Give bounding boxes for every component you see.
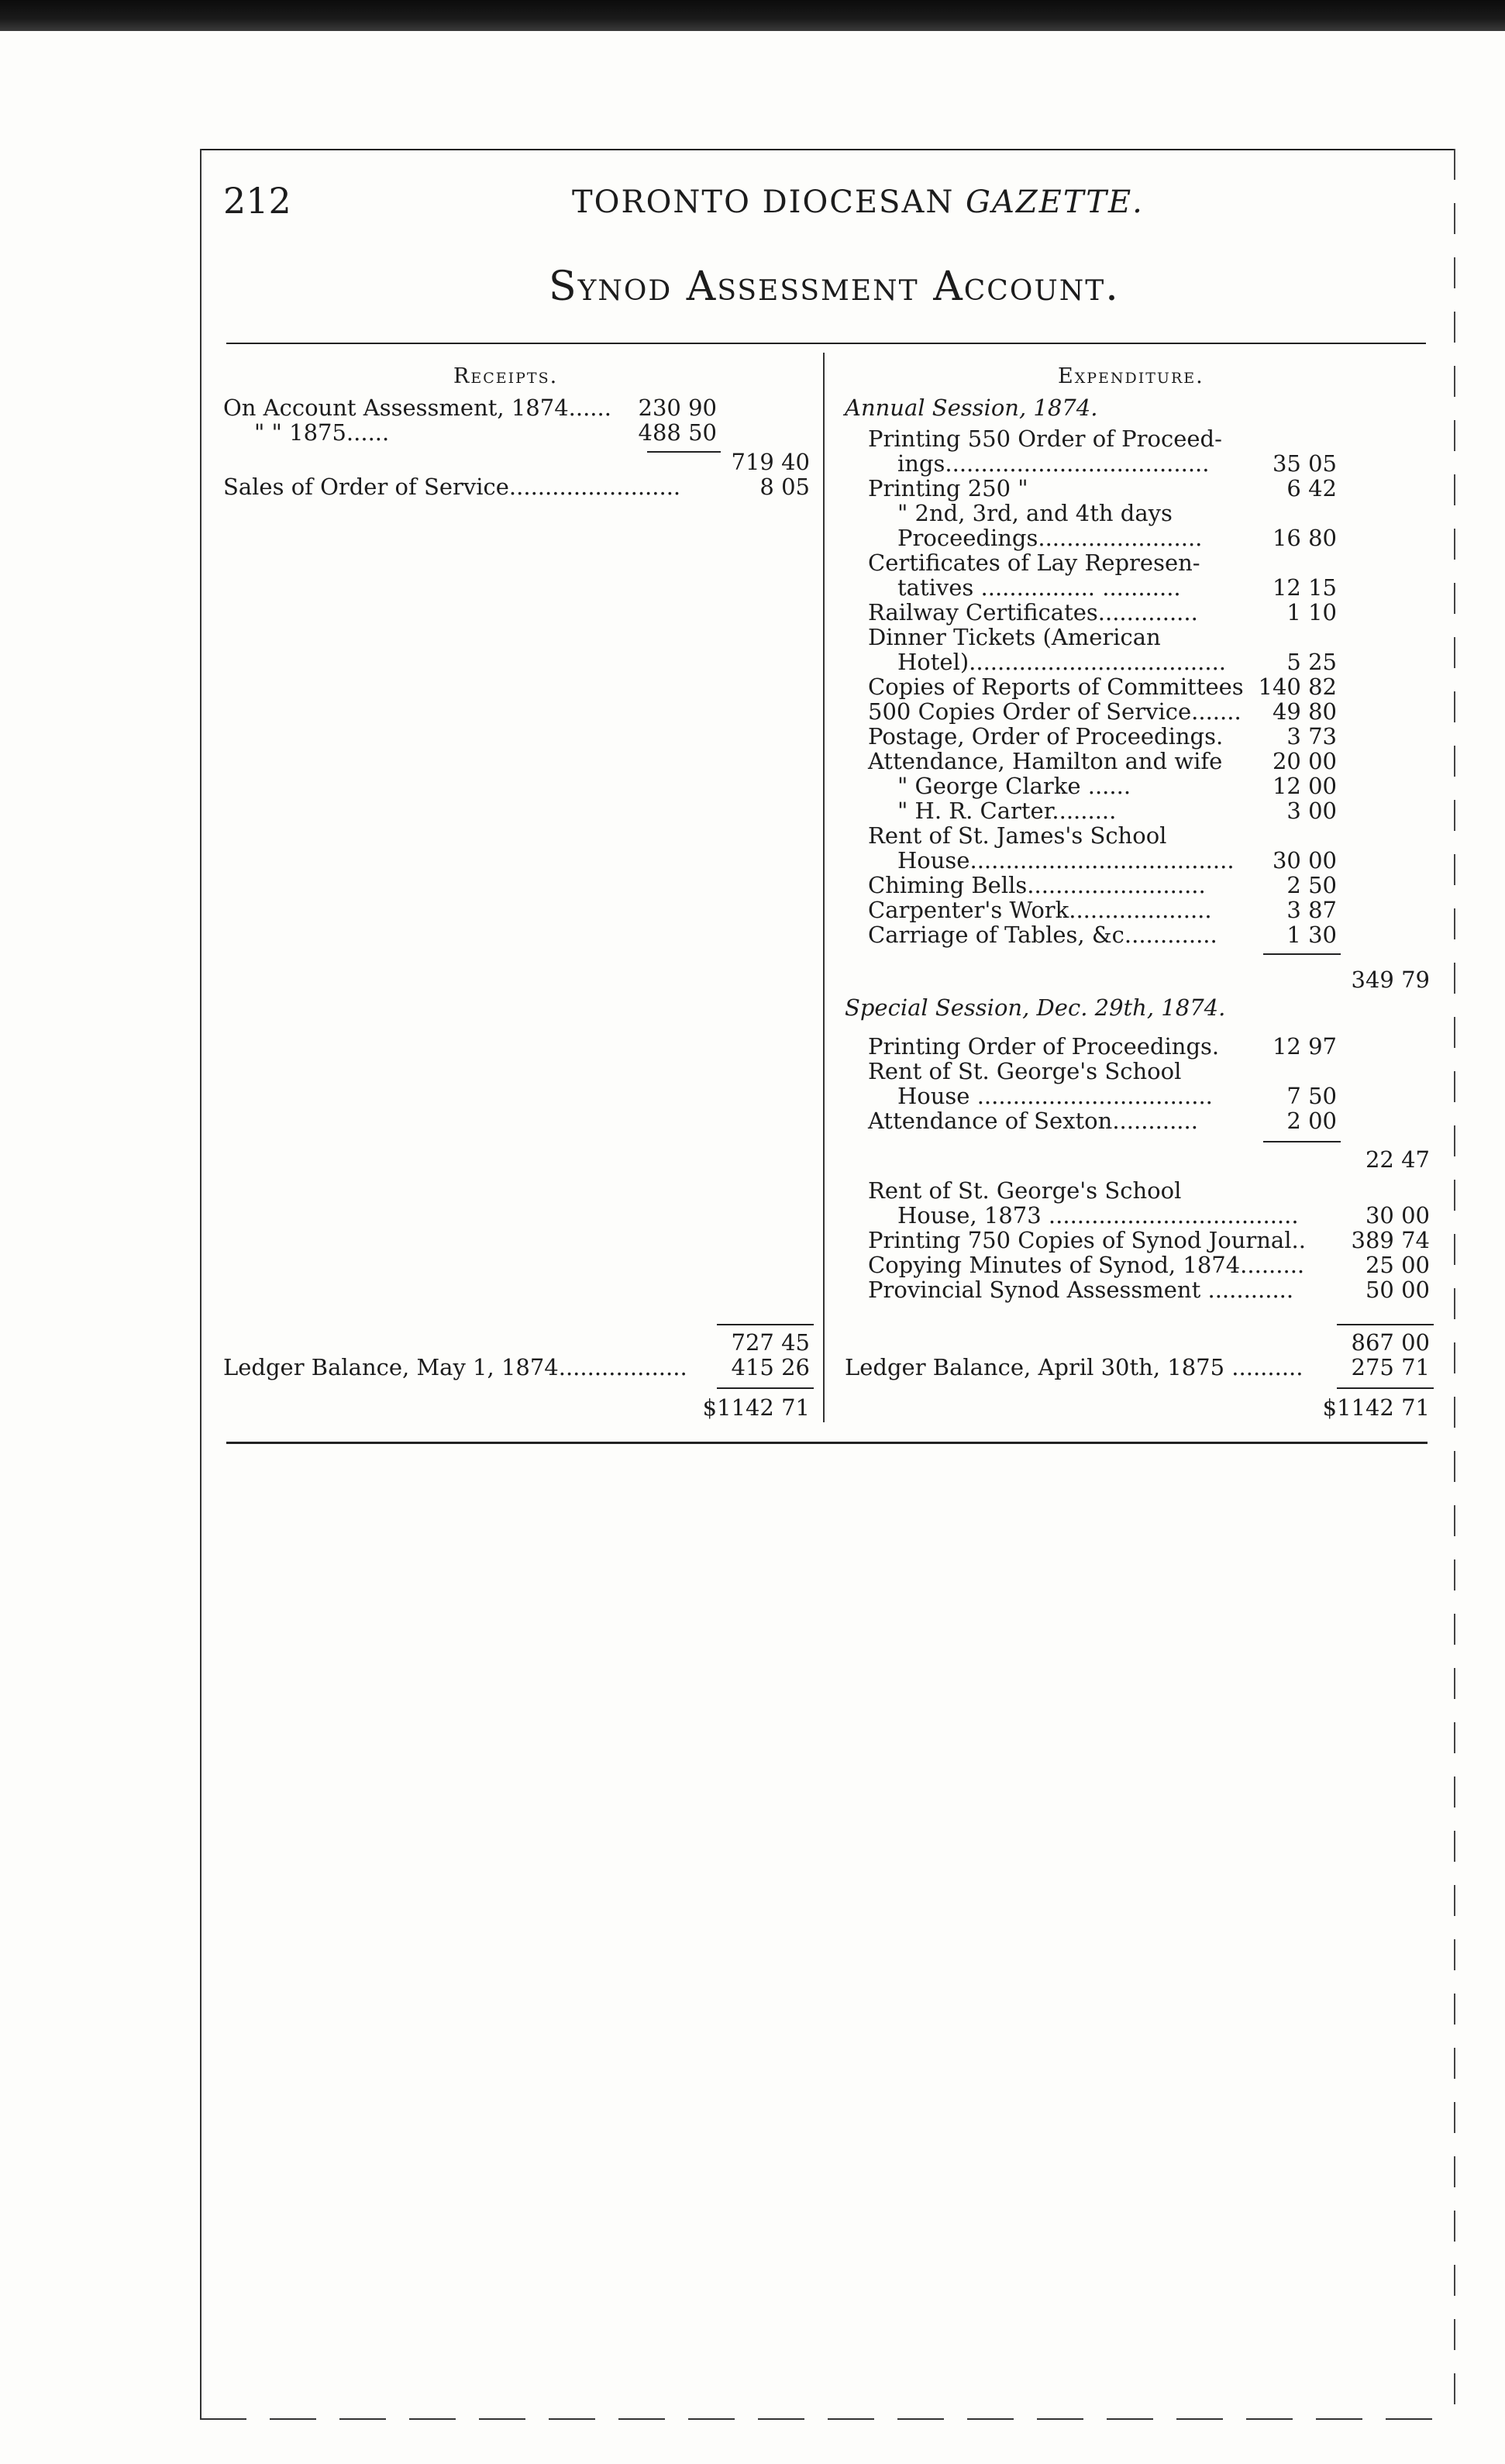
special-item-l2: House ................................. bbox=[897, 1083, 1213, 1109]
other-item-l1: Copying Minutes of Synod, 1874......... bbox=[868, 1252, 1305, 1278]
expenditure-ledger-amount: 275 71 bbox=[1351, 1354, 1430, 1380]
special-session-total: 22 47 bbox=[1365, 1146, 1430, 1173]
exp-item-l1: Attendance, Hamilton and wife bbox=[868, 748, 1223, 774]
exp-item-l1: Dinner Tickets (American bbox=[868, 624, 1161, 650]
page-title: Synod Assessment Account. bbox=[549, 264, 1120, 310]
exp-item-l1: " George Clarke ...... bbox=[897, 773, 1131, 799]
other-item-l1: Printing 750 Copies of Synod Journal.. bbox=[868, 1227, 1306, 1253]
receipt-ledger-amount: 415 26 bbox=[731, 1354, 810, 1380]
exp-item-amount: 2 50 bbox=[1286, 872, 1337, 898]
receipt-ledger-label: Ledger Balance, May 1, 1874.................. bbox=[223, 1354, 687, 1380]
exp-item-amount: 1 30 bbox=[1286, 922, 1337, 948]
exp-item-l1: " H. R. Carter......... bbox=[897, 798, 1117, 824]
exp-item-l1: Carriage of Tables, &c............. bbox=[868, 922, 1217, 948]
special-item-l1: Attendance of Sexton............ bbox=[868, 1108, 1198, 1134]
exp-item-l2: Proceedings....................... bbox=[897, 525, 1203, 551]
frame-top-rule bbox=[200, 149, 1455, 150]
exp-item-amount: 3 00 bbox=[1286, 798, 1337, 824]
bottom-rule bbox=[226, 1442, 1428, 1444]
expenditure-grand-rule bbox=[1337, 1387, 1434, 1389]
special-item-l1: Rent of St. George's School bbox=[868, 1058, 1182, 1084]
column-divider bbox=[823, 353, 825, 1422]
exp-item-l1: Copies of Reports of Committees bbox=[868, 674, 1244, 700]
exp-item-amount: 5 25 bbox=[1286, 649, 1337, 675]
expenditure-heading: Expenditure. bbox=[1058, 364, 1204, 388]
annual-session-heading: Annual Session, 1874. bbox=[845, 395, 1098, 421]
expenditure-total-rule bbox=[1337, 1324, 1434, 1325]
running-title-main: TORONTO DIOCESAN bbox=[572, 184, 966, 220]
expenditure-ledger-label: Ledger Balance, April 30th, 1875 .......... bbox=[845, 1354, 1304, 1380]
exp-item-amount: 1 10 bbox=[1286, 599, 1337, 625]
receipt-grand-total: $1142 71 bbox=[702, 1394, 810, 1421]
exp-item-l1: Postage, Order of Proceedings. bbox=[868, 723, 1224, 750]
exp-item-amount: 140 82 bbox=[1258, 674, 1337, 700]
receipt-sales-label: Sales of Order of Service........................ bbox=[223, 474, 681, 500]
other-item-amount: 30 00 bbox=[1365, 1202, 1430, 1229]
scan-top-band bbox=[0, 0, 1505, 31]
exp-item-amount: 12 00 bbox=[1272, 773, 1337, 799]
exp-item-l2: ings..................................... bbox=[897, 450, 1210, 477]
receipt-assessment-1875-label: " " 1875...... bbox=[254, 419, 390, 446]
special-item-amount: 2 00 bbox=[1286, 1108, 1337, 1134]
receipt-grand-rule bbox=[717, 1387, 814, 1389]
annual-session-total: 349 79 bbox=[1351, 967, 1430, 993]
receipts-heading: Receipts. bbox=[453, 364, 559, 388]
receipt-assessment-1874-amount: 230 90 bbox=[638, 395, 717, 421]
receipt-total-rule bbox=[717, 1324, 814, 1325]
receipt-subtotal-rule bbox=[647, 451, 721, 453]
special-subtotal-rule bbox=[1263, 1141, 1341, 1142]
special-item-l1: Printing Order of Proceedings. bbox=[868, 1033, 1220, 1060]
exp-item-amount: 30 00 bbox=[1272, 847, 1337, 874]
receipt-assessment-subtotal: 719 40 bbox=[731, 449, 810, 475]
receipt-sales-amount: 8 05 bbox=[759, 474, 810, 500]
exp-item-amount: 12 15 bbox=[1272, 574, 1337, 601]
expenditure-total: 867 00 bbox=[1351, 1329, 1430, 1356]
exp-item-l1: Railway Certificates.............. bbox=[868, 599, 1198, 625]
other-item-amount: 50 00 bbox=[1365, 1277, 1430, 1303]
exp-item-amount: 20 00 bbox=[1272, 748, 1337, 774]
exp-item-l1: Printing 250 " bbox=[868, 475, 1028, 501]
exp-item-amount: 35 05 bbox=[1272, 450, 1337, 477]
receipt-assessment-1874-label: On Account Assessment, 1874...... bbox=[223, 395, 611, 421]
other-item-l1: Rent of St. George's School bbox=[868, 1177, 1182, 1204]
page-number: 212 bbox=[223, 180, 291, 222]
title-rule bbox=[226, 343, 1426, 344]
exp-item-amount: 3 87 bbox=[1286, 897, 1337, 923]
exp-item-l1: 500 Copies Order of Service....... bbox=[868, 698, 1242, 725]
exp-item-l1: Certificates of Lay Represen- bbox=[868, 550, 1200, 576]
frame-bottom-rule bbox=[200, 2418, 1455, 2420]
special-item-amount: 12 97 bbox=[1272, 1033, 1337, 1060]
exp-item-l1: Carpenter's Work.................... bbox=[868, 897, 1212, 923]
frame-right-rule bbox=[1454, 149, 1455, 2420]
other-item-l2: House, 1873 ................................... bbox=[897, 1202, 1299, 1229]
exp-item-amount: 6 42 bbox=[1286, 475, 1337, 501]
exp-item-l1: Chiming Bells......................... bbox=[868, 872, 1206, 898]
exp-item-l1: " 2nd, 3rd, and 4th days bbox=[897, 500, 1173, 526]
exp-item-l2: Hotel).................................... bbox=[897, 649, 1227, 675]
exp-item-amount: 3 73 bbox=[1286, 723, 1337, 750]
other-item-amount: 25 00 bbox=[1365, 1252, 1430, 1278]
exp-item-l2: House..................................... bbox=[897, 847, 1235, 874]
special-session-heading: Special Session, Dec. 29th, 1874. bbox=[845, 994, 1226, 1021]
exp-item-amount: 49 80 bbox=[1272, 698, 1337, 725]
other-item-amount: 389 74 bbox=[1351, 1227, 1430, 1253]
receipt-assessment-1875-amount: 488 50 bbox=[638, 419, 717, 446]
expenditure-grand-total: $1142 71 bbox=[1322, 1394, 1430, 1421]
exp-item-l1: Printing 550 Order of Proceed- bbox=[868, 426, 1222, 452]
annual-subtotal-rule bbox=[1263, 953, 1341, 955]
exp-item-l1: Rent of St. James's School bbox=[868, 822, 1167, 849]
special-item-amount: 7 50 bbox=[1286, 1083, 1337, 1109]
other-item-l1: Provincial Synod Assessment ............ bbox=[868, 1277, 1294, 1303]
receipt-total: 727 45 bbox=[731, 1329, 810, 1356]
running-title bbox=[572, 184, 1144, 220]
exp-item-l2: tatives ................ ........... bbox=[897, 574, 1181, 601]
running-title-gazette: GAZETTE. bbox=[966, 184, 1144, 220]
exp-item-amount: 16 80 bbox=[1272, 525, 1337, 551]
frame-left-rule bbox=[200, 149, 201, 2420]
